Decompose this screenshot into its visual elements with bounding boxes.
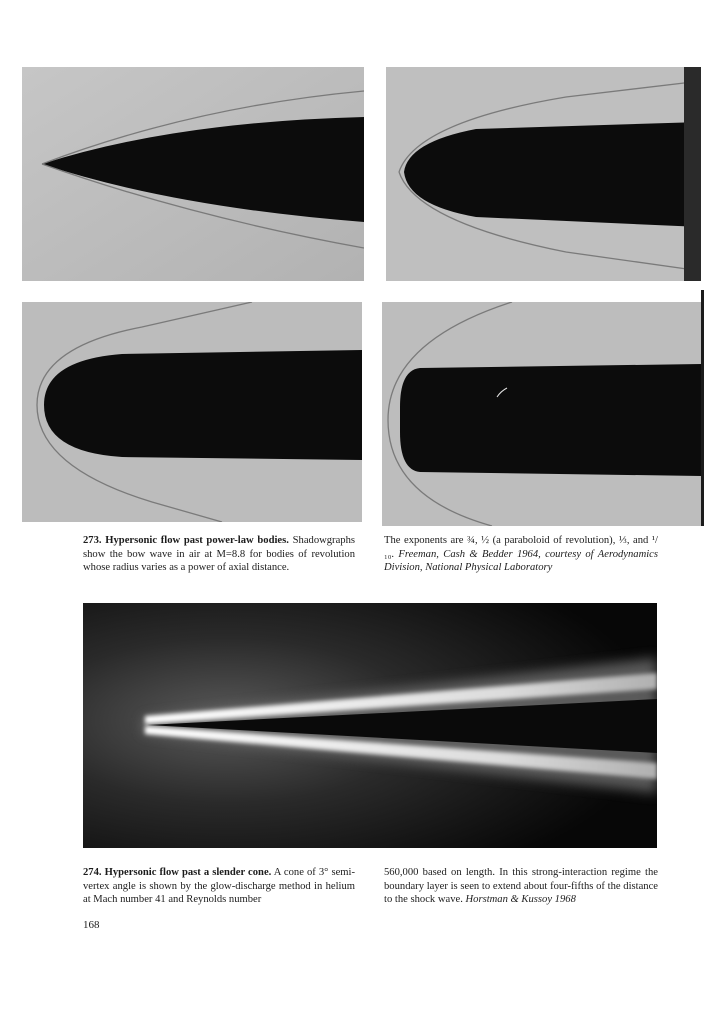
page-number: 168	[83, 919, 100, 931]
shadowgraph-exponent-one-tenth	[382, 302, 701, 526]
figure-number-274: 274.	[83, 867, 102, 878]
figure-title-273: Hypersonic flow past power-law bodies.	[105, 535, 289, 546]
separator-1: ,	[474, 535, 482, 546]
caption-274-left	[83, 866, 355, 907]
caption-273-text-d: .	[391, 548, 399, 560]
caption-274-right	[384, 866, 658, 907]
glow-discharge-cone-photo	[83, 603, 657, 848]
caption-273-credit: Freeman, Cash & Bedder 1964, courtesy of Aerodynamics Division, National Physical Laboratory	[384, 548, 659, 574]
exponent-4: ¹/₁₀	[384, 535, 658, 560]
caption-273-text-c: , and	[626, 535, 652, 546]
shadowgraph-exponent-three-quarters	[22, 67, 364, 281]
caption-274-text-left: A cone of 3° semi-vertex angle is shown by the glow-discharge method in helium at Mach number 41 and Reynolds number	[83, 867, 355, 906]
caption-273-text-left: Shadowgraphs show the bow wave in air at M=8.8 for bodies of revolution whose radius varies as a power of axial distance.	[83, 535, 356, 574]
shadowgraph-exponent-one-half	[386, 67, 701, 281]
exponent-3: ⅓	[618, 535, 627, 546]
scan-edge-shadow	[701, 290, 704, 526]
caption-274-text-right: 560,000 based on length. In this strong-interaction regime the boundary layer is seen to extend about four-fifths of the distance to the shock wave.	[384, 867, 658, 906]
caption-273-text-a: The exponents are	[384, 535, 467, 546]
shadowgraph-exponent-one-third	[22, 302, 362, 522]
caption-273-left	[83, 534, 355, 575]
exponent-2: ½	[481, 535, 490, 546]
figure-number-273: 273.	[83, 535, 102, 546]
caption-273-right	[384, 534, 658, 575]
caption-273-text-b: (a paraboloid of revolution),	[489, 535, 619, 546]
exponent-1: ¾	[466, 535, 475, 546]
caption-274-credit: Horstman & Kussoy 1968	[465, 894, 576, 906]
figure-title-274: Hypersonic flow past a slender cone.	[104, 867, 272, 878]
